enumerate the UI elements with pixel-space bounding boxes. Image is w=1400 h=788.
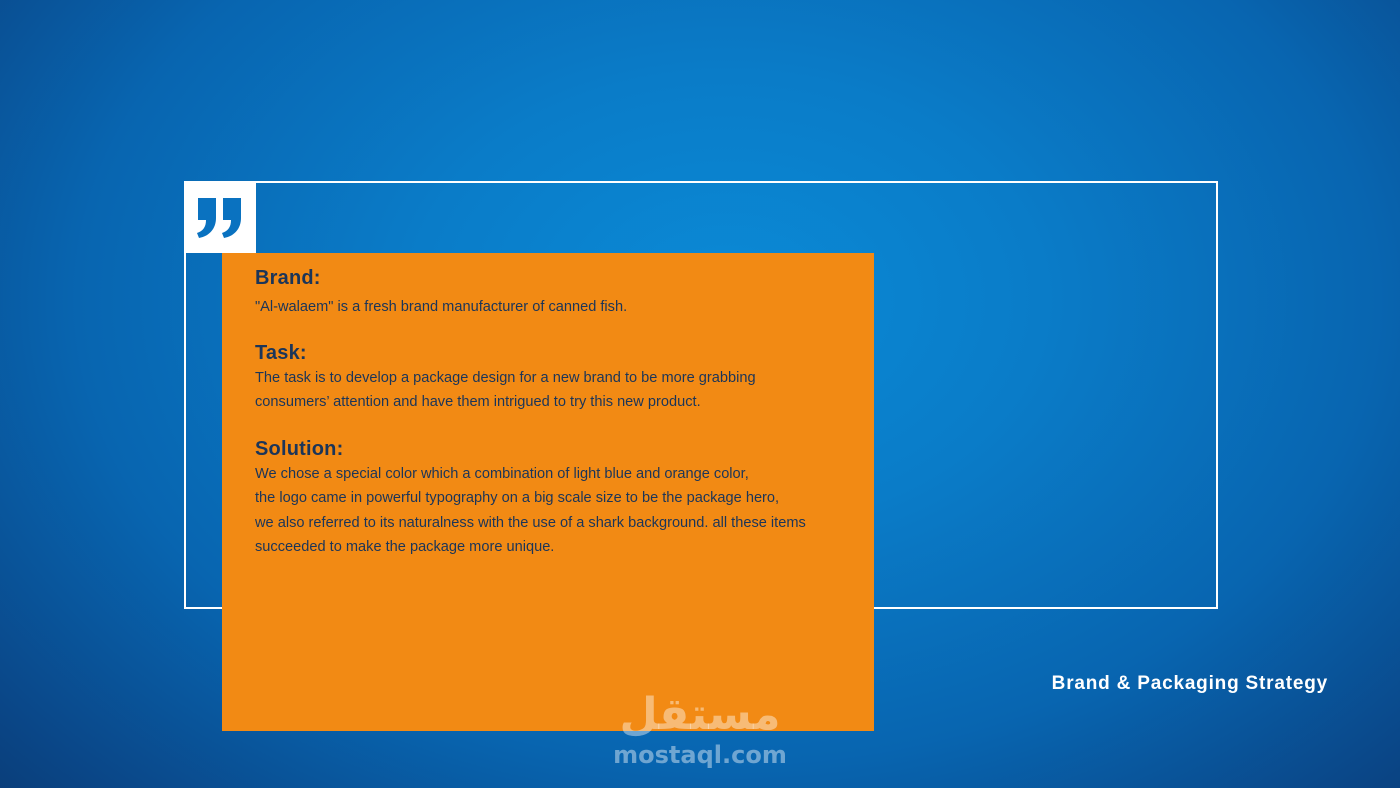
case-study-content [255, 264, 865, 560]
task-line: The task is to develop a package design for a new brand to be more grabbing [255, 369, 756, 386]
solution-heading: Solution: [255, 437, 344, 460]
watermark-arabic: مستقل [619, 689, 781, 740]
task-description [255, 366, 865, 415]
solution-section [255, 435, 865, 560]
solution-line: the logo came in powerful typography on a big scale size to be the package hero, [255, 490, 780, 506]
watermark-url: mostaql.com [613, 741, 787, 769]
solution-description [255, 462, 865, 560]
tagline: Brand & Packaging Strategy [1051, 673, 1328, 694]
solution-line: succeeded to make the package more unique. [255, 539, 555, 555]
brand-heading: Brand: [255, 267, 321, 289]
task-heading: Task: [255, 341, 307, 364]
closing-quote-icon [196, 196, 244, 240]
task-section [255, 339, 865, 415]
solution-line: we also referred to its naturalness with the use of a shark background. all these items [255, 514, 806, 531]
quote-badge [184, 183, 256, 253]
brand-section [255, 264, 865, 320]
solution-line: We chose a special color which a combination of light blue and orange color, [255, 465, 749, 482]
task-line: consumers’ attention and have them intrigued to try this new product. [255, 394, 701, 410]
brand-description: "Al-walaem" is a fresh brand manufacturer of canned fish. [255, 299, 628, 315]
